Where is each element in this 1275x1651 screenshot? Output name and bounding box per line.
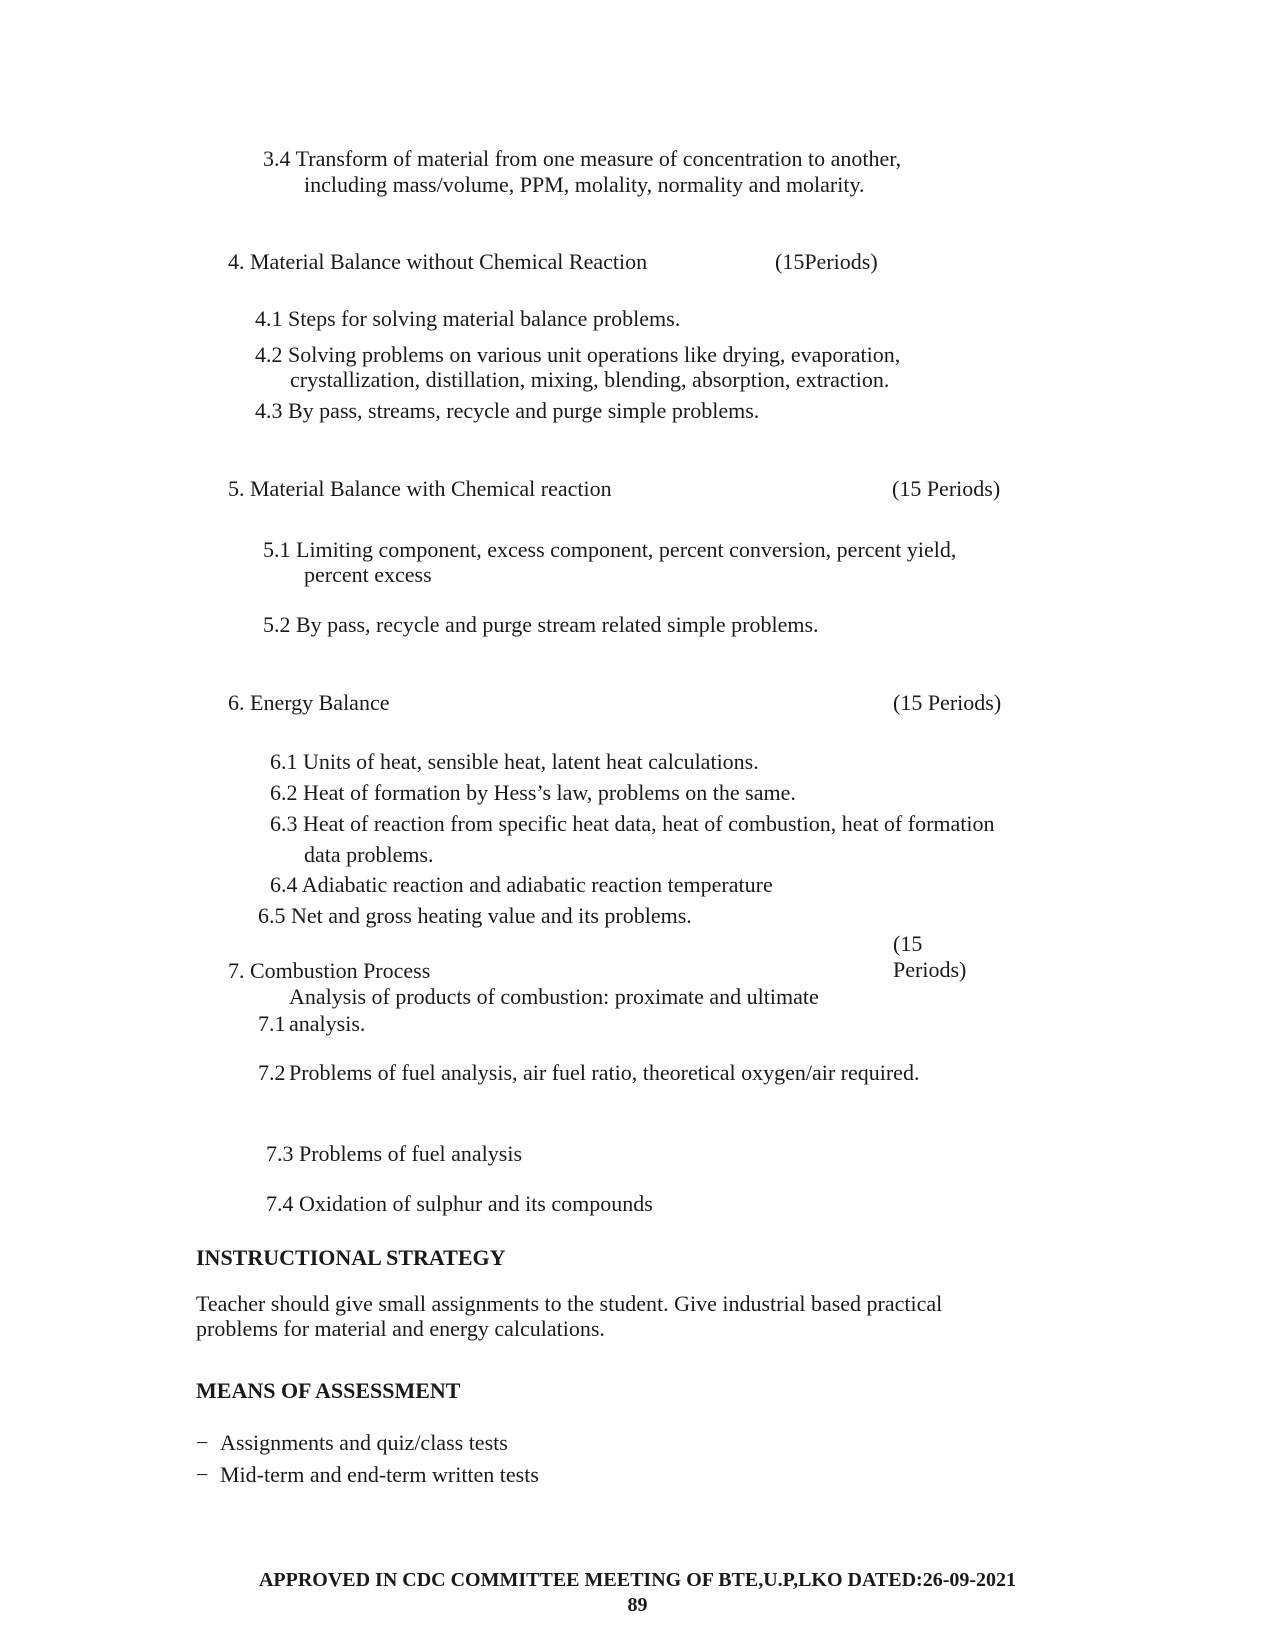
approval-footer: APPROVED IN CDC COMMITTEE MEETING OF BTE,U.P,LKO DATED:26-09-2021 bbox=[258, 1569, 1017, 1591]
section-6-title: 6. Energy Balance bbox=[228, 690, 390, 715]
item-6-1: 6.1 Units of heat, sensible heat, latent heat calculations. bbox=[270, 749, 759, 774]
section-4-periods: (15Periods) bbox=[775, 249, 878, 274]
section-4-title: 4. Material Balance without Chemical Reaction bbox=[228, 249, 648, 274]
item-6-2: 6.2 Heat of formation by Hess’s law, problems on the same. bbox=[270, 780, 796, 805]
item-6-3-line1: 6.3 Heat of reaction from specific heat data, heat of combustion, heat of formation bbox=[270, 811, 995, 836]
item-6-3-line2: data problems. bbox=[304, 842, 434, 867]
instructional-strategy-line1: Teacher should give small assignments to the student. Give industrial based practical bbox=[196, 1291, 943, 1316]
instructional-strategy-line2: problems for material and energy calculations. bbox=[196, 1316, 605, 1341]
item-7-1-line2: analysis. bbox=[289, 1011, 366, 1036]
item-6-4: 6.4 Adiabatic reaction and adiabatic reaction temperature bbox=[270, 872, 773, 897]
section-7-periods-line2: Periods) bbox=[893, 957, 967, 982]
item-6-5: 6.5 Net and gross heating value and its problems. bbox=[258, 903, 692, 928]
dash-bullet-icon: − bbox=[196, 1462, 209, 1487]
page-number: 89 bbox=[627, 1594, 648, 1616]
item-7-2: Problems of fuel analysis, air fuel ratio, theoretical oxygen/air required. bbox=[289, 1060, 920, 1085]
section-7-title: 7. Combustion Process bbox=[228, 958, 431, 983]
item-4-2-line2: crystallization, distillation, mixing, blending, absorption, extraction. bbox=[290, 367, 890, 392]
assessment-list-item bbox=[196, 1430, 508, 1456]
item-5-1-line2: percent excess bbox=[304, 562, 432, 587]
item-4-3: 4.3 By pass, streams, recycle and purge simple problems. bbox=[255, 398, 760, 423]
item-3-4-line2: including mass/volume, PPM, molality, normality and molarity. bbox=[304, 172, 865, 197]
item-4-2-line1: 4.2 Solving problems on various unit operations like drying, evaporation, bbox=[255, 342, 901, 367]
assessment-item-label: Assignments and quiz/class tests bbox=[220, 1430, 508, 1455]
section-5-title: 5. Material Balance with Chemical reaction bbox=[228, 476, 612, 501]
item-7-1-number: 7.1 bbox=[258, 1011, 286, 1036]
dash-bullet-icon: − bbox=[196, 1430, 209, 1455]
item-7-2-number: 7.2 bbox=[258, 1060, 286, 1085]
item-3-4-line1: 3.4 Transform of material from one measure of concentration to another, bbox=[263, 146, 902, 171]
section-5-periods: (15 Periods) bbox=[892, 476, 1001, 501]
item-4-1: 4.1 Steps for solving material balance problems. bbox=[255, 306, 681, 331]
assessment-list-item bbox=[196, 1462, 539, 1488]
item-7-4: 7.4 Oxidation of sulphur and its compounds bbox=[266, 1191, 653, 1216]
means-of-assessment-heading: MEANS OF ASSESSMENT bbox=[196, 1378, 461, 1403]
section-6-periods: (15 Periods) bbox=[893, 690, 1002, 715]
item-5-1-line1: 5.1 Limiting component, excess component, percent conversion, percent yield, bbox=[263, 537, 957, 562]
item-5-2: 5.2 By pass, recycle and purge stream related simple problems. bbox=[263, 612, 819, 637]
assessment-item-label: Mid-term and end-term written tests bbox=[220, 1462, 539, 1487]
item-7-3: 7.3 Problems of fuel analysis bbox=[266, 1141, 523, 1166]
section-7-periods-line1: (15 bbox=[893, 931, 923, 956]
item-7-1-line1: Analysis of products of combustion: proximate and ultimate bbox=[289, 984, 819, 1009]
instructional-strategy-heading: INSTRUCTIONAL STRATEGY bbox=[196, 1245, 506, 1270]
